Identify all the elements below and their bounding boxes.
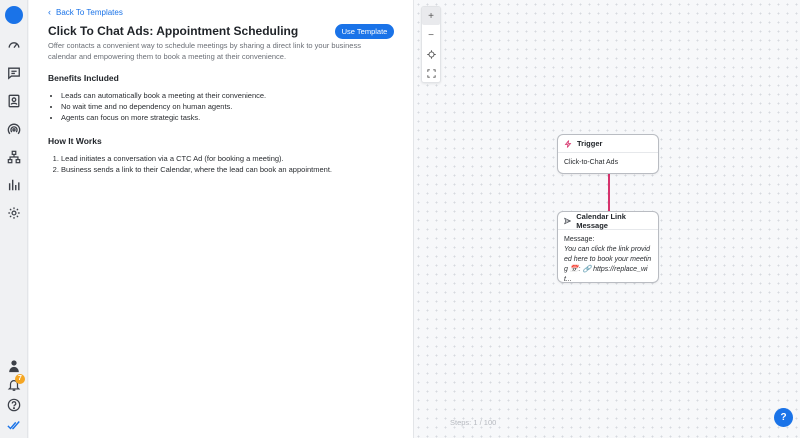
back-label: Back To Templates [56, 8, 123, 17]
recenter-button[interactable] [422, 45, 440, 63]
list-item: • Leads can automatically book a meeting at their convenience. [61, 90, 266, 101]
zoom-in-button[interactable]: + [422, 7, 440, 25]
message-text: You can click the link provided here to book your meeting 📅: 🔗 https://replace_wit... [564, 246, 652, 283]
list-item: • No wait time and no dependency on human agents. [61, 101, 266, 112]
template-description: Offer contacts a convenient way to schedule meetings by sharing a direct link to your business calendar and empowering them to book a meeting at their convenience. [48, 41, 361, 61]
list-item: 2. Business sends a link to their Calendar, where the lead can book an appointment. [61, 164, 332, 175]
trigger-title: Trigger [577, 139, 603, 148]
benefits-list [61, 90, 266, 123]
dashboard-icon[interactable] [7, 38, 21, 52]
settings-icon[interactable] [7, 206, 21, 220]
message-node-body [558, 230, 658, 290]
message-node[interactable] [557, 211, 659, 283]
chevron-left-icon: ‹ [48, 7, 51, 17]
message-node-header [558, 212, 658, 230]
broadcast-icon[interactable] [7, 122, 21, 136]
trigger-node-header [558, 135, 658, 153]
fit-view-button[interactable] [422, 64, 440, 82]
message-node-title: Calendar Link Message [576, 211, 626, 230]
benefits-heading: Benefits Included [48, 73, 119, 83]
workflow-icon[interactable] [7, 150, 21, 164]
message-label: Message: [564, 236, 595, 243]
flow-connector [608, 173, 610, 211]
help-circle-icon[interactable] [7, 398, 21, 412]
use-template-button[interactable]: Use Template [335, 24, 394, 39]
send-icon [564, 217, 571, 225]
company-avatar[interactable] [5, 6, 23, 24]
lightning-icon [564, 140, 572, 148]
list-item: 1. Lead initiates a conversation via a CTC Ad (for booking a meeting). [61, 153, 332, 164]
template-details-panel [29, 0, 414, 438]
checkmark-logo-icon [7, 418, 21, 432]
flow-canvas[interactable] [414, 0, 800, 438]
zoom-controls [421, 6, 441, 83]
contacts-icon[interactable] [7, 94, 21, 108]
zoom-out-button[interactable]: − [428, 29, 434, 41]
profile-icon[interactable] [7, 359, 21, 373]
list-item: • Agents can focus on more strategic tasks. [61, 112, 266, 123]
back-to-templates-link[interactable] [48, 8, 123, 17]
how-it-works-list [61, 153, 332, 175]
reports-icon[interactable] [7, 178, 21, 192]
page-title: Click To Chat Ads: Appointment Scheduling [48, 24, 299, 38]
trigger-value: Click-to-Chat Ads [564, 159, 619, 166]
how-it-works-heading: How It Works [48, 136, 102, 146]
steps-counter: Steps: 1 / 100 [450, 418, 497, 427]
help-button[interactable]: ? [774, 408, 793, 427]
chat-icon[interactable] [7, 66, 21, 80]
sidebar [0, 0, 28, 438]
notification-badge: 7 [15, 374, 25, 384]
crosshair-icon [427, 50, 436, 59]
trigger-node[interactable] [557, 134, 659, 174]
expand-icon [427, 69, 436, 78]
